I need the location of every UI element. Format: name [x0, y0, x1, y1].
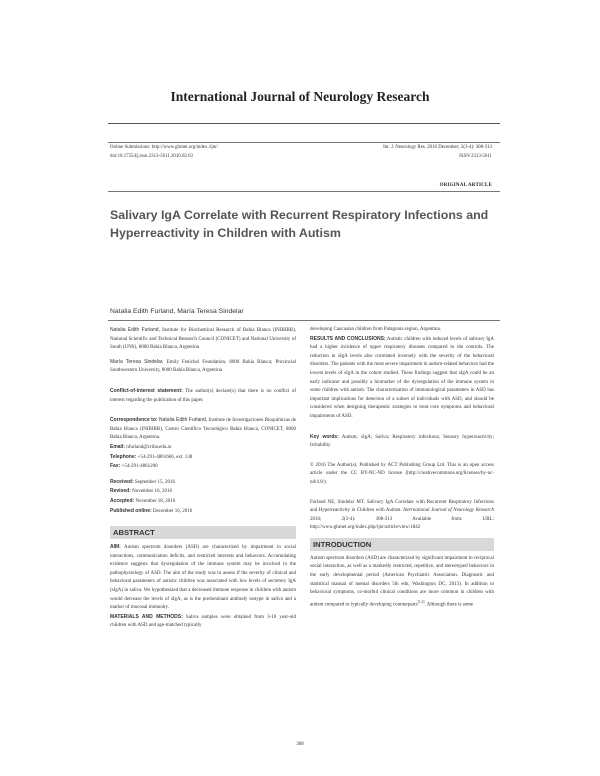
revised-date: November 16, 2016: [130, 489, 172, 495]
email-line: [110, 443, 296, 453]
authors-rule: [108, 320, 500, 321]
accepted-line: [110, 497, 296, 507]
published-date: December 16, 2016: [151, 508, 193, 514]
fax-value: +54-291-4861200: [120, 464, 158, 470]
article-type: ORIGINAL ARTICLE: [439, 183, 492, 188]
citation-tail[interactable]: 2016; 2(3-4): 308-313 Available from: URL: http://www.ghrnet.org/index.php/ijnr/article/view/1842: [310, 516, 494, 531]
results-text: Autistic children with reduced levels of salivary IgA had a higher incidence of upper respiratory diseases compared to the controls. The reduction in sIgA levels also correlated inversely with the severity of the behavioral disorders. The patients with the most severe impairment in autism-related behaviors had the lowest levels of sIgA in the cohort studied. These findings suggest that sIgA could be an early indicator and possibly a biomarker of the dysregulation of the immune system in some children with autism. The characterization of immunological parameters in ASD has important implications for detection of a subset of individuals with ASD, and should be considered when designing therapeutic strategies to treat core symptoms and behavioral impairments of ASD.: [310, 336, 495, 419]
author-list: Natalia Edith Furland, María Teresa Sindelar: [110, 308, 244, 315]
doi: doi:10.17554/j.issn.2313-5611.2016.02.63: [110, 153, 193, 159]
how-to-cite: [310, 499, 494, 533]
journal-citation: Int. J. Neurology Res. 2016 December; 2(3-4): 308-313: [383, 145, 492, 150]
affiliation-1: [110, 326, 296, 353]
results-label: RESULTS AND CONCLUSIONS:: [310, 335, 386, 342]
introduction-text: [310, 555, 494, 610]
keywords: [310, 433, 494, 451]
article-title: Salivary IgA Correlate with Recurrent Respiratory Infections and Hyperreactivity in Children with Autism: [110, 208, 489, 240]
correspondence-name: Natalia Edith Furland,: [157, 417, 208, 424]
email-label: Email:: [110, 443, 126, 450]
aim-text: Autism spectrum disorders (ASD) are characterized by impairment in social interactions, communication deficits, and restricted interests and behaviors. Accumulating evidence suggests that dysregulation of the immune system may be involved in the pathophysiology of ASD. The aim of the study was to assess if the severity of clinical and behavioral parameters of autistic children was associated with low levels of secretory IgA (sIgA) in saliva. We hypothesized that a decreased immune response in children with autism would decrease the levels of sIgA, as is the predominant antibody isotype in saliva and a marker of mucosal immunity.: [110, 545, 296, 611]
revised-line: [110, 487, 296, 497]
intro-citation[interactable]: [1,2]: [417, 599, 425, 604]
coi-text: The author(s) declare(s) that there is no conflict of interest regarding the publication of this paper.: [110, 388, 296, 403]
correspondence-text: Institute de Investigaciones Bioquímicas de Bahía Blanca (INIBIBB), Centro Científico Tecnológico Bahía Blanca, CONICET, 8000 Bahía Blanca, Argentina.: [110, 418, 296, 441]
submission-url[interactable]: Online Submissions: http://www.ghrnet.org/index./ijnr/: [110, 145, 219, 150]
received-label: Received:: [110, 478, 134, 485]
journal-title: International Journal of Neurology Research: [170, 89, 430, 104]
revised-label: Revised:: [110, 488, 131, 495]
affiliation-1-text: Institute for Biochemical Research of Bahía Blanca (INIBIBB), National Scientific and Technical Research Council (CONICET) and National University of South (UNS), 8000 Bahía Blanca, Argentina: [110, 328, 296, 351]
coi-label: Conflict-of-interest statement:: [110, 387, 183, 394]
abstract-methods: [110, 613, 296, 631]
meta-rule: [108, 142, 500, 143]
introduction-heading: INTRODUCTION: [310, 538, 494, 551]
abstract-heading: ABSTRACT: [110, 526, 296, 539]
telephone-label: Telephone:: [110, 453, 137, 460]
keywords-text: Autism; sIgA; Saliva; Respiratory infections; Sensory hyperreactivity; Irritability: [310, 434, 494, 449]
received-date: September 15, 2016: [133, 479, 176, 485]
telephone-value: +54-291-4861666, ext. 138: [136, 454, 193, 460]
affiliation-2-text: Emily Fenichel Foundation, 8000 Bahía Blanca; Provincial Southwestern University, 8000 Bahía Blanca, Argentina: [110, 359, 297, 374]
aim-label: AIM:: [110, 544, 121, 551]
abstract-results: [310, 335, 494, 422]
correspondence: [110, 416, 296, 443]
affiliation-2: [110, 358, 296, 376]
issn: ISSN 2313-5611: [459, 153, 492, 159]
citation-info: [318, 144, 492, 161]
methods-continued: developing Caucasian children from Patagonia region, Argentina.: [310, 327, 441, 332]
page-number: 308: [296, 742, 304, 747]
received-line: [110, 478, 296, 488]
citation-journal: International Journal of Neurology Research: [401, 508, 494, 514]
affiliation-2-name: María Teresa Sindelar,: [110, 358, 164, 365]
intro-body: Autism spectrum disorders (ASD) are characterized by significant impairment in reciprocal social interaction, as well as a markedly restricted, repetitive, and stereotyped behaviors in the early developmental period (American Psychiatric Association. Diagnostic and statistical manual of mental disorders 5th edn, Washington DC, 2013). In addition to behavioral symptoms, co-morbid clinical conditions are more common in children with autism compared to typically developing counterparts: [310, 555, 494, 608]
published-label: Published online:: [110, 507, 152, 514]
intro-tail: . Although there is some: [424, 602, 474, 608]
conflict-of-interest: [110, 387, 296, 405]
citation-text: Furland NE, Sindelar MT. Salivary IgA Correlate with Recurrent Respiratory Infections and Hyperreactivity in Children with Autism.: [310, 499, 494, 514]
copyright-notice: © 2016 The Author(s). Published by ACT Publishing Group Ltd. This is an open access article under the CC BY-NC-ND license (http://creativecommons.org/licenses/by-nc-nd/4.0/).: [310, 462, 494, 485]
left-column: [110, 326, 296, 636]
email-value[interactable]: nfurland@criba.edu.ar: [125, 444, 172, 450]
abstract-aim: [110, 543, 296, 613]
fax-label: Fax:: [110, 463, 121, 470]
affiliation-1-name: Natalia Edith Furland,: [110, 327, 160, 333]
methods-text: Saliva samples were obtained from 3-10 year-old children with ASD and age-matched typically: [110, 614, 296, 629]
accepted-label: Accepted:: [110, 497, 135, 504]
submission-info: [110, 144, 320, 161]
methods-label: MATERIALS AND METHODS:: [110, 613, 183, 620]
header-rule: [108, 123, 500, 124]
accepted-date: November 18, 2016: [134, 498, 176, 504]
right-column: [310, 326, 494, 615]
telephone-line: [110, 453, 296, 463]
article-type-rule: [108, 191, 500, 192]
keywords-label: Key words:: [310, 433, 339, 440]
fax-line: [110, 462, 296, 472]
published-line: [110, 507, 296, 517]
correspondence-label: Correspondence to:: [110, 417, 158, 424]
